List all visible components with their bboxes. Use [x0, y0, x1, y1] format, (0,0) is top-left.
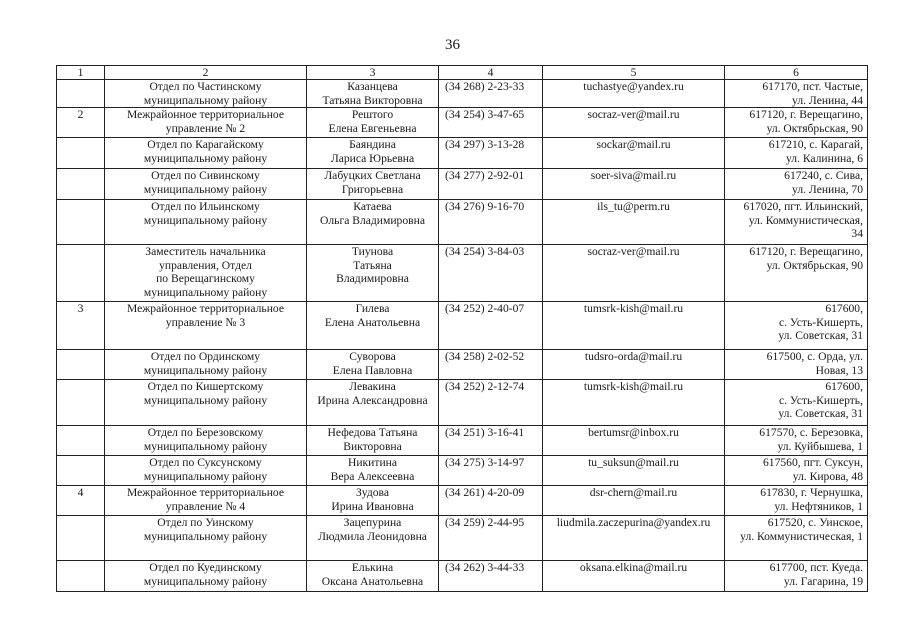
phone-cell: (34 268) 2-23-33 [439, 80, 543, 108]
contact-person-cell: Гилева Елена Анатольевна [307, 302, 439, 350]
row-number-cell [57, 200, 105, 245]
contacts-table [56, 65, 868, 592]
table-row [57, 108, 868, 138]
email-cell: ils_tu@perm.ru [543, 200, 725, 245]
row-number-cell: 4 [57, 486, 105, 516]
address-cell: 617600, с. Усть-Кишерть, ул. Советская, 31 [725, 302, 868, 350]
phone-cell: (34 258) 2-02-52 [439, 350, 543, 380]
row-number-cell [57, 516, 105, 561]
table-row [57, 245, 868, 302]
department-cell: Заместитель начальника управления, Отдел по Верещагинскому муниципальному району [105, 245, 307, 302]
address-cell: 617700, пст. Куеда. ул. Гагарина, 19 [725, 561, 868, 592]
contact-person-cell: Лабуцких Светлана Григорьевна [307, 169, 439, 200]
email-cell: bertumsr@inbox.ru [543, 426, 725, 456]
table-row [57, 302, 868, 350]
address-cell: 617170, пст. Частые, ул. Ленина, 44 [725, 80, 868, 108]
email-cell: liudmila.zaczepurina@yandex.ru [543, 516, 725, 561]
table-row [57, 350, 868, 380]
row-number-cell [57, 80, 105, 108]
address-cell: 617560, пгт. Суксун, ул. Кирова, 48 [725, 456, 868, 486]
address-cell: 617120, г. Верещагино, ул. Октябрьская, 90 [725, 108, 868, 138]
phone-cell: (34 252) 2-40-07 [439, 302, 543, 350]
table-row [57, 380, 868, 426]
phone-cell: (34 277) 2-92-01 [439, 169, 543, 200]
column-header: 4 [439, 66, 543, 80]
column-header: 2 [105, 66, 307, 80]
department-cell: Отдел по Суксунскому муниципальному району [105, 456, 307, 486]
contact-person-cell: Зудова Ирина Ивановна [307, 486, 439, 516]
address-cell: 617240, с. Сива, ул. Ленина, 70 [725, 169, 868, 200]
row-number-cell [57, 561, 105, 592]
contact-person-cell: Баяндина Лариса Юрьевна [307, 138, 439, 169]
page-number: 36 [445, 37, 460, 53]
phone-cell: (34 259) 2-44-95 [439, 516, 543, 561]
column-header: 1 [57, 66, 105, 80]
department-cell: Отдел по Кишертскому муниципальному району [105, 380, 307, 426]
email-cell: sockar@mail.ru [543, 138, 725, 169]
email-cell: socraz-ver@mail.ru [543, 108, 725, 138]
email-cell: socraz-ver@mail.ru [543, 245, 725, 302]
department-cell: Отдел по Карагайскому муниципальному району [105, 138, 307, 169]
contact-person-cell: Тиунова Татьяна Владимировна [307, 245, 439, 302]
row-number-cell [57, 426, 105, 456]
table-row [57, 80, 868, 108]
table-row [57, 486, 868, 516]
contact-person-cell: Нефедова Татьяна Викторовна [307, 426, 439, 456]
email-cell: tudsro-orda@mail.ru [543, 350, 725, 380]
row-number-cell [57, 456, 105, 486]
row-number-cell [57, 138, 105, 169]
contact-person-cell: Елькина Оксана Анатольевна [307, 561, 439, 592]
address-cell: 617520, с. Уинское, ул. Коммунистическая, 1 [725, 516, 868, 561]
table-row [57, 456, 868, 486]
department-cell: Отдел по Уинскому муниципальному району [105, 516, 307, 561]
department-cell: Отдел по Березовскому муниципальному району [105, 426, 307, 456]
contact-person-cell: Рештого Елена Евгеньевна [307, 108, 439, 138]
phone-cell: (34 275) 3-14-97 [439, 456, 543, 486]
email-cell: tumsrk-kish@mail.ru [543, 302, 725, 350]
email-cell: tumsrk-kish@mail.ru [543, 380, 725, 426]
row-number-cell: 3 [57, 302, 105, 350]
phone-cell: (34 251) 3-16-41 [439, 426, 543, 456]
phone-cell: (34 262) 3-44-33 [439, 561, 543, 592]
email-cell: oksana.elkina@mail.ru [543, 561, 725, 592]
contact-person-cell: Левакина Ирина Александровна [307, 380, 439, 426]
address-cell: 617120, г. Верещагино, ул. Октябрьская, 90 [725, 245, 868, 302]
table-row [57, 516, 868, 561]
table-row [57, 200, 868, 245]
department-cell: Отдел по Сивинскому муниципальному району [105, 169, 307, 200]
address-cell: 617830, г. Чернушка, ул. Нефтяников, 1 [725, 486, 868, 516]
phone-cell: (34 276) 9-16-70 [439, 200, 543, 245]
row-number-cell [57, 380, 105, 426]
row-number-cell [57, 169, 105, 200]
table-header-row [57, 66, 868, 80]
department-cell: Отдел по Ординскому муниципальному району [105, 350, 307, 380]
phone-cell: (34 254) 3-47-65 [439, 108, 543, 138]
address-cell: 617020, пгт. Ильинский, ул. Коммунистическая, 34 [725, 200, 868, 245]
column-header: 5 [543, 66, 725, 80]
phone-cell: (34 254) 3-84-03 [439, 245, 543, 302]
email-cell: soer-siva@mail.ru [543, 169, 725, 200]
contact-person-cell: Катаева Ольга Владимировна [307, 200, 439, 245]
email-cell: tu_suksun@mail.ru [543, 456, 725, 486]
email-cell: dsr-chern@mail.ru [543, 486, 725, 516]
email-cell: tuchastye@yandex.ru [543, 80, 725, 108]
row-number-cell [57, 350, 105, 380]
address-cell: 617500, с. Орда, ул. Новая, 13 [725, 350, 868, 380]
table-row [57, 561, 868, 592]
contact-person-cell: Суворова Елена Павловна [307, 350, 439, 380]
row-number-cell [57, 245, 105, 302]
phone-cell: (34 252) 2-12-74 [439, 380, 543, 426]
address-cell: 617600, с. Усть-Кишерть, ул. Советская, 31 [725, 380, 868, 426]
department-cell: Межрайонное территориальное управление № 4 [105, 486, 307, 516]
contact-person-cell: Зацепурина Людмила Леонидовна [307, 516, 439, 561]
column-header: 6 [725, 66, 868, 80]
department-cell: Отдел по Куединскому муниципальному району [105, 561, 307, 592]
table-row [57, 138, 868, 169]
contact-person-cell: Никитина Вера Алексеевна [307, 456, 439, 486]
department-cell: Отдел по Ильинскому муниципальному району [105, 200, 307, 245]
address-cell: 617570, с. Березовка, ул. Куйбышева, 1 [725, 426, 868, 456]
table-row [57, 169, 868, 200]
address-cell: 617210, с. Карагай, ул. Калинина, 6 [725, 138, 868, 169]
contact-person-cell: Казанцева Татьяна Викторовна [307, 80, 439, 108]
department-cell: Межрайонное территориальное управление № 2 [105, 108, 307, 138]
phone-cell: (34 297) 3-13-28 [439, 138, 543, 169]
department-cell: Отдел по Частинскому муниципальному району [105, 80, 307, 108]
phone-cell: (34 261) 4-20-09 [439, 486, 543, 516]
column-header: 3 [307, 66, 439, 80]
row-number-cell: 2 [57, 108, 105, 138]
department-cell: Межрайонное территориальное управление № 3 [105, 302, 307, 350]
table-row [57, 426, 868, 456]
